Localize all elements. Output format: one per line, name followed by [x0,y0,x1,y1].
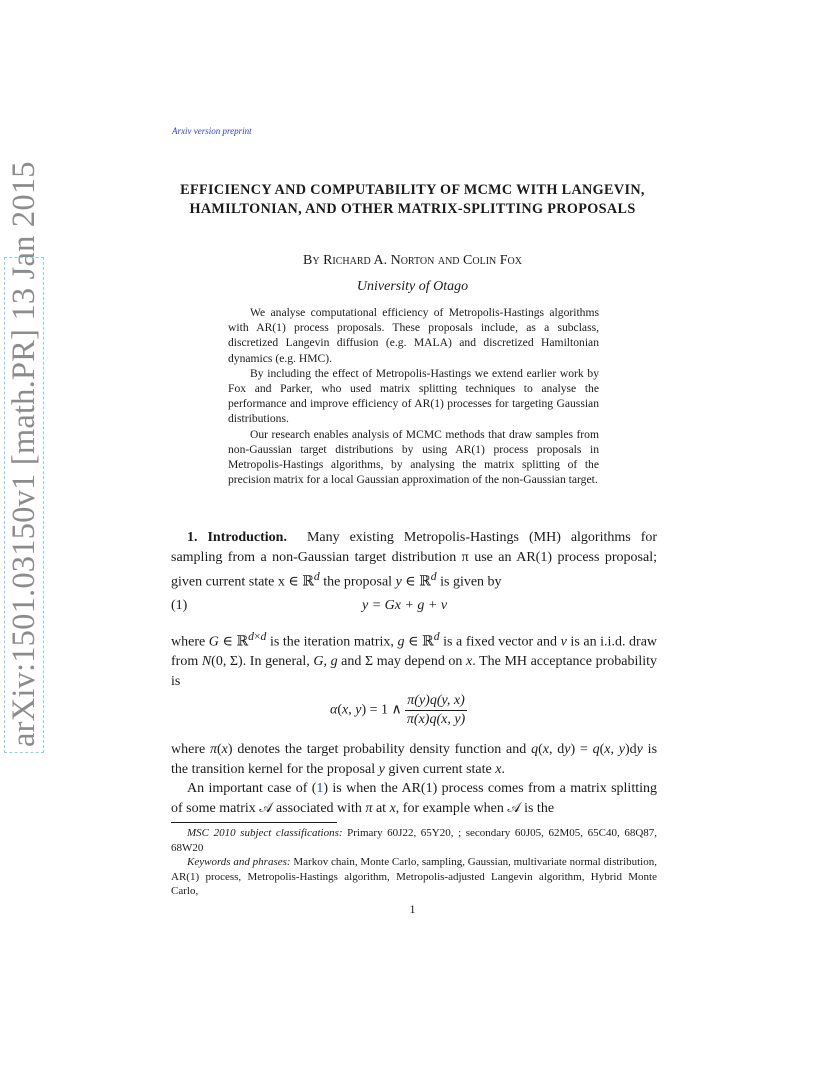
paper-affiliation: University of Otago [356,279,469,294]
footnotes [171,826,657,899]
abstract-paragraph: By including the effect of Metropolis-Hastings we extend earlier work by Fox and Parker, who used matrix splitting techniques to analyse the performance and improve efficiency of AR(1) processes for targeting Gaussian distributions. [228,366,599,426]
keywords-text: Markov chain, Monte Carlo, sampling, Gaussian, multivariate normal distribution, AR(1) process, Metropolis-Hastings algorithm, Metropolis-adjusted Langevin algorithm, Hybrid Monte Carlo, [171,856,657,897]
abstract-paragraph: Our research enables analysis of MCMC methods that draw samples from non-Gaussian target distributions by using AR(1) process proposals in Metropolis-Hastings algorithms, by analysing the matrix splitting of the precision matrix for a local Gaussian approximation of the non-Gaussian target. [228,427,599,487]
body-paragraph: where π(x) denotes the target probability density function and q(x, dy) = q(x, y)dy is the transition kernel for the proposal y given current state x. An important case of (1) is when the AR(1) process comes from a matrix splitting of some matrix 𝒜 associated with π at x, for example when 𝒜 is the [171,742,658,816]
fraction-numerator: π(y)q(y, x) [405,693,467,711]
equation-reference-link[interactable]: 1 [316,781,324,797]
paper-title: EFFICIENCY AND COMPUTABILITY OF MCMC WITH LANGEVIN, HAMILTONIAN, AND OTHER MATRIX-SPLITTING PROPOSALS [180,182,645,217]
abstract [228,305,599,487]
page-number: 1 [409,902,416,916]
arxiv-stamp [4,161,44,753]
abstract-paragraph: We analyse computational efficiency of Metropolis-Hastings algorithms with AR(1) process proposals. These proposals include, as a subclass, discretized Langevin diffusion (e.g. MALA) and discretized Hamiltonian dynamics (e.g. HMC). [228,306,599,365]
acceptance-equation: α(x, y) = 1 ∧ $\frac{\pi(y)q(y, x)}{\pi(x)q(x, y)}$ [330,693,466,727]
footnote-rule [171,822,337,823]
arxiv-stamp-box [4,257,44,753]
intro-text: Many existing Metropolis-Hastings (MH) algorithms for sampling from a non-Gaussian target distribution π use an AR(1) process proposal; given current state x ∈ ℝ [171,530,658,590]
fraction-denominator: π(x)q(x, y) [406,712,466,727]
acceptance-fraction [405,693,467,728]
equation-number: (1) [171,598,188,613]
section-heading: 1. Introduction. [187,530,287,545]
paper-authors: By Richard A. Norton and Colin Fox [303,253,522,268]
arxiv-stamp-text: arXiv:1501.03150v1 [math.PR] 13 Jan 2015 [6,161,42,747]
msc-text: Primary 60J22, 65Y20, ; secondary 60J05, 62M05, 65C40, 68Q87, 68W20 [171,827,658,854]
body-paragraph: where G ∈ ℝ$^{d\times d}$ is the iteration matrix, g ∈ ℝ$^d$ is a fixed vector and ν is an i.i.d. draw from N(0, Σ). In general, G, g and Σ may depend on x. The MH acceptance probability is [171,630,658,689]
msc-label: MSC 2010 subject classifications: [187,827,343,839]
equation-1: y = Gx + g + ν [362,598,448,613]
preprint-label: Arxiv version preprint [172,126,252,136]
introduction-paragraph: 1. Introduction. Many existing Metropolis-Hastings (MH) algorithms for sampling from a non-Gaussian target distribution π use an AR(1) process proposal; given current state x ∈ ℝ$^d$ the proposal y ∈ ℝ$^d$ is given by [171,530,658,590]
keywords-label: Keywords and phrases: [187,856,291,868]
